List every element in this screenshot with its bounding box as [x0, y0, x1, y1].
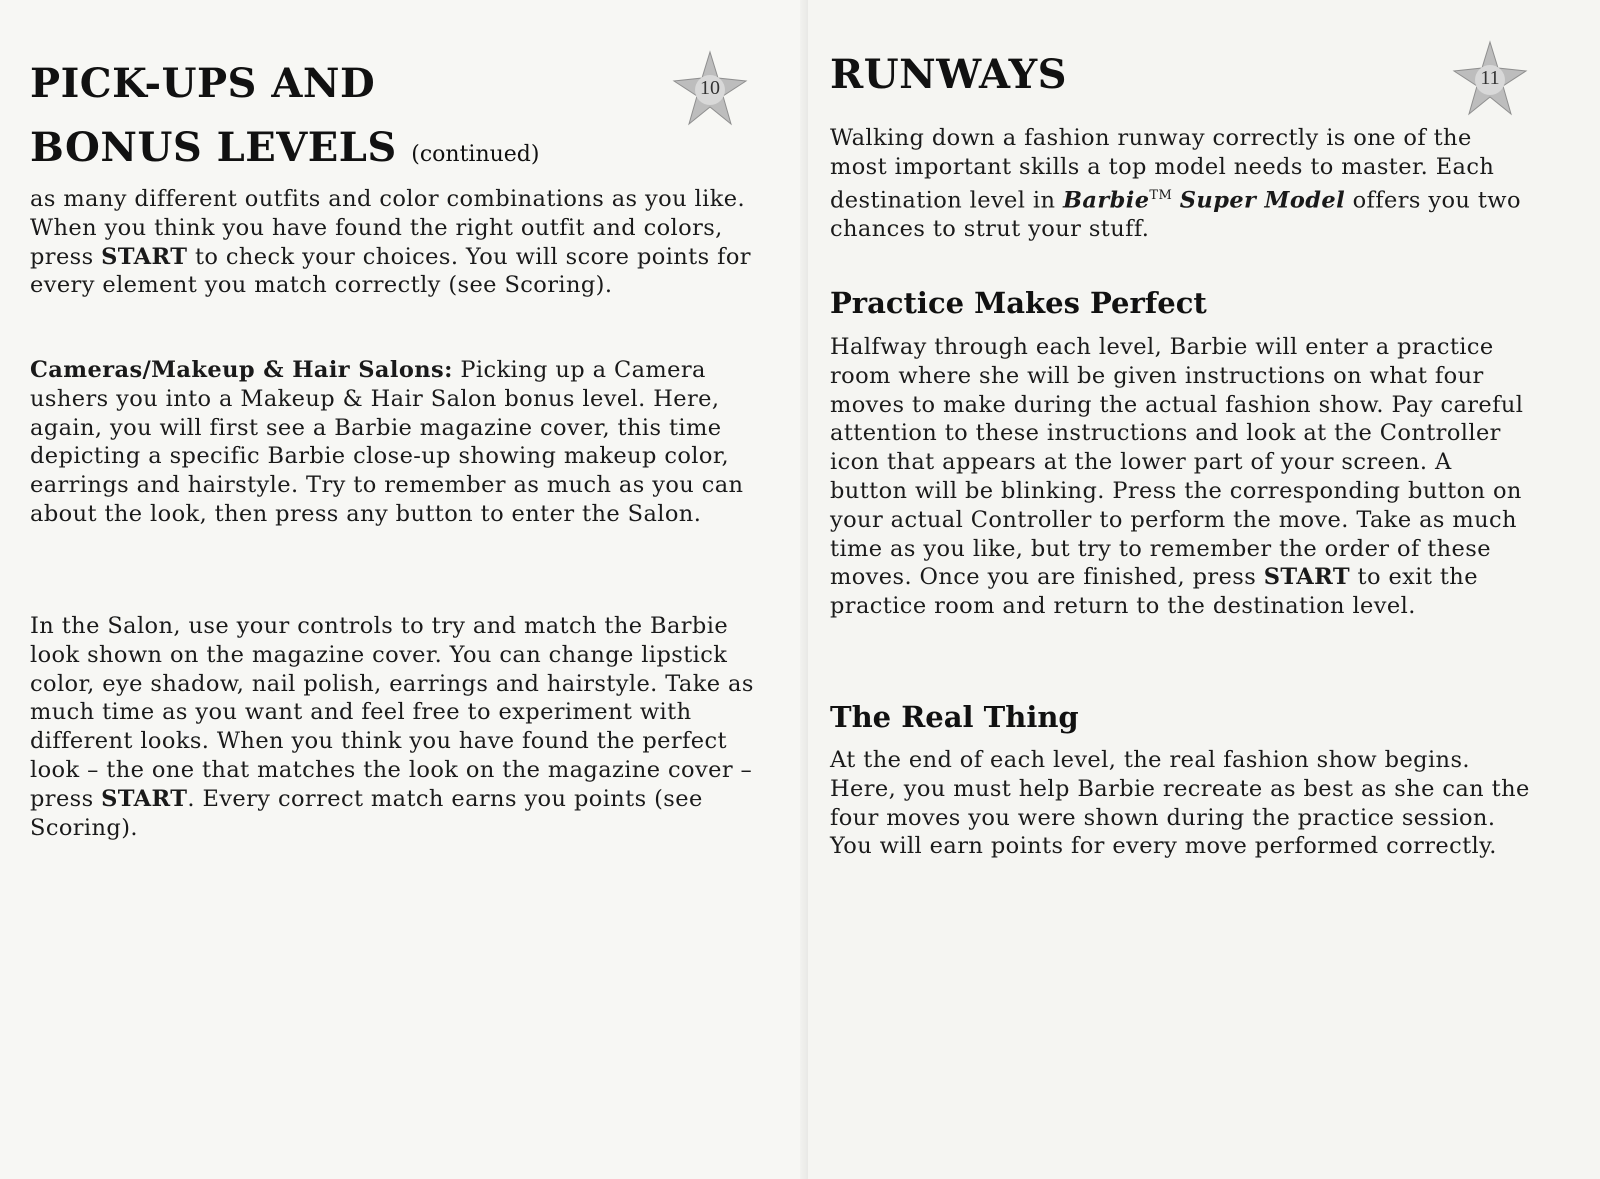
paragraph-real-thing: [830, 746, 1535, 861]
paragraph-text: In the Salon, use your controls to try and match the Barbie look shown on the magazine cover. You can change lipstick color, eye shadow, nail polish, earrings and hairstyle. Take as much time as you want and feel free to experiment with different looks. When you think you have found the perfect look – the one that matches the look on the magazine cover – press: [30, 613, 754, 812]
paragraph-practice: [830, 333, 1535, 621]
right-page: [808, 0, 1600, 1179]
paragraph-salons: [30, 356, 760, 529]
paragraph-runway-intro: [830, 124, 1530, 244]
paragraph-text: At the end of each level, the real fashion show begins. Here, you must help Barbie recreate as best as she can the four moves you were shown during the practice session. You will earn points for every move performed correctly.: [830, 747, 1530, 860]
heading-the-real-thing: The Real Thing: [830, 700, 1079, 734]
paragraph-text: to exit the practice room and return to the destination level.: [830, 564, 1478, 620]
paragraph-text: . Every correct match earns you points (see Scoring).: [30, 785, 703, 841]
paragraph-text: Picking up a Camera ushers you into a Makeup & Hair Salon bonus level. Here, again, you will first see a Barbie magazine cover, this time depicting a specific Barbie close-up showing makeup color, earrings and hairstyle. Try to remember as much as you can about the look, then press any button to enter the Salon.: [30, 357, 744, 527]
paragraph-outfits: [30, 185, 760, 300]
paragraph-text: as many different outfits and color combinations as you like. When you think you have found the right outfit and colors, press: [30, 186, 746, 270]
page-number: 11: [1480, 67, 1500, 89]
paragraph-in-salon: [30, 612, 760, 842]
page-number-badge-10: [672, 50, 748, 126]
paragraph-text: to check your choices. You will score points for every element you match correctly (see Scoring).: [30, 243, 751, 299]
title-line-2-text: BONUS LEVELS: [30, 124, 397, 171]
trademark: TM: [1149, 187, 1173, 203]
super-model-brand: Super Model: [1179, 187, 1346, 214]
salons-heading: Cameras/Makeup & Hair Salons:: [30, 357, 453, 383]
paragraph-text: offers you two chances to strut your stuff.: [830, 187, 1521, 242]
page-number-badge-11: [1452, 40, 1528, 116]
paragraph-text: Walking down a fashion runway correctly is one of the most important skills a top model needs to master. Each destination level in: [830, 125, 1495, 214]
left-page-title: [30, 52, 539, 187]
title-line-2: [30, 116, 539, 187]
right-page-title: RUNWAYS: [830, 51, 1068, 98]
barbie-brand: Barbie: [1062, 187, 1150, 214]
start-keyword: START: [1263, 564, 1350, 591]
start-keyword: START: [101, 243, 188, 270]
page-number: 10: [700, 77, 720, 99]
heading-practice-makes-perfect: Practice Makes Perfect: [830, 286, 1207, 320]
title-continued: (continued): [411, 142, 540, 167]
paragraph-text: Halfway through each level, Barbie will enter a practice room where she will be given instructions on what four moves to make during the actual fashion show. Pay careful attention to these instructions and look at the Controller icon that appears at the lower part of your screen. A button will be blinking. Press the corresponding button on your actual Controller to perform the move. Take as much time as you like, but try to remember the order of these moves. Once you are finished, press: [830, 334, 1524, 591]
title-line-1: PICK-UPS AND: [30, 60, 376, 107]
start-keyword: START: [101, 785, 188, 812]
